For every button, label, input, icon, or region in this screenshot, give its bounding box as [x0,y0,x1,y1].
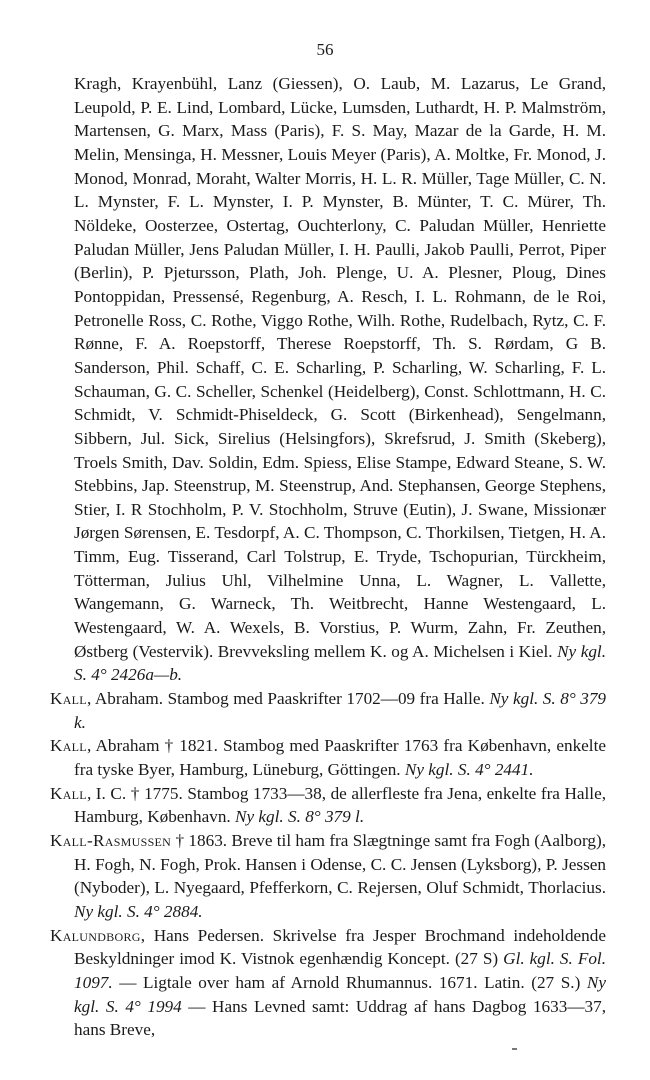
entry-text-continued-second: — Hans Levned samt: Uddrag af hans Dagbog 1633—37, hans Breve, [74,996,606,1040]
shelfmark-reference: Ny kgl. S. 4° 2441. [404,760,534,780]
entry-heading: Kalundborg [50,925,141,945]
shelfmark-reference: Gl. kgl. S. Fol. 1097. [74,949,606,992]
entry-heading: Kall [50,783,87,803]
catalog-entry-kall-rasmussen [50,829,606,924]
entry-text: , I. C. † 1775. Stambog 1733—38, de allerfleste fra Jena, enkelte fra Halle, Hamburg, København. [74,783,606,827]
entry-text: , Abraham † 1821. Stambog med Paaskrifter 1763 fra København, enkelte fra tyske Byer, Hamburg, Lüneburg, Göttingen. [74,736,606,780]
page-number: 56 [316,40,334,59]
entry-text-continued: — Ligtale over ham af Arnold Rhumannus. 1671. Latin. (27 S.) [112,972,581,992]
entry-text: , Hans Pedersen. Skrivelse fra Jesper Brochmand indeholdende Beskyldninger imod K. Vistnok egenhændig Koncept. (27 S) [74,925,606,969]
continuation-text: Kragh, Krayenbühl, Lanz (Giessen), O. Laub, M. Lazarus, Le Grand, Leupold, P. E. Lind, Lombard, Lücke, Lumsden, Luthardt, H. P. Malmström, Martensen, G. Marx, Mass (Paris), F. S. May, Mazar de la Garde, H. M. Melin, Mensinga, H. Messner, Louis Meyer (Paris), A. Moltke, Fr. Monod, J. Monod, Monrad, Moraht, Walter Morris, H. L. R. Müller, Tage Müller, C. N. L. Mynster, F. L. Mynster, I. P. Mynster, B. Münter, T. C. Mürer, Th. Nöldeke, Oosterzee, Ostertag, Ouchterlony, C. Paludan Müller, Henriette Paludan Müller, Jens Paludan Müller, I. H. Paulli, Jakob Paulli, Perrot, Piper (Berlin), P. Pjetursson, Plath, Joh. Plenge, U. A. Plesner, Ploug, Dines Pontoppidan, Pressensé, Regenburg, A. Resch, I. L. Rohmann, de le Roi, Petronelle Ross, C. Rothe, Viggo Rothe, Wilh. Rothe, Rudelbach, Rytz, C. F. Rønne, F. A. Roepstorff, Therese Roepstorff, Th. S. Rørdam, G B. Sanderson, Phil. Schaff, C. E. Scharling, P. Scharling, W. Scharling, F. L. Schauman, G. C. Scheller, Schenkel (Heidelberg), Const. Schlottmann, H. C. Schmidt, V. Schmidt-Phiseldeck, G. Scott (Birkenhead), Sengelmann, Sibbern, Jul. Sick, Sirelius (Helsingfors), Skrefsrud, J. Smith (Skeberg), Troels Smith, Dav. Soldin, Edm. Spiess, Elise Stampe, Edward Steane, S. W. Stebbins, Jap. Steenstrup, M. Steenstrup, And. Stephansen, George Stephens, Stier, I. R Stochholm, P. V. Stochholm, Struve (Eutin), J. Swane, Missionær Jørgen Sørensen, E. Tesdorpf, A. C. Thompson, C. Thorkilsen, Tietgen, H. A. Timm, Eug. Tisserand, Carl Tolstrup, E. Tryde, Tschopurian, Türckheim, Tötterman, Julius Uhl, Vilhelmine Unna, L. Wagner, L. Vallette, Wangemann, G. Warneck, Th. Weitbrecht, Hanne Westengaard, L. Westengaard, W. A. Wexels, B. Vorstius, P. Wurm, Zahn, Fr. Zeuthen, Østberg (Vestervik). Brevveksling mellem K. og A. Michelsen i Kiel. [74,74,606,661]
catalog-entry-kalundborg [50,924,606,1042]
entry-heading: Kall [50,689,87,709]
catalog-entry-kall-ic [50,782,606,829]
entry-text: † 1863. Breve til ham fra Slægtninge samt fra Fogh (Aalborg), H. Fogh, N. Fogh, Prok. Hansen i Odense, C. C. Jensen (Lyksborg), P. Jessen (Nyboder), L. Nyegaard, Pfefferkorn, C. Rejersen, Oluf Schmidt, Thorlacius. [74,831,606,898]
catalog-entry-kall-abraham-2 [50,734,606,781]
shelfmark-reference: Ny kgl. S. 4° 2884. [74,901,203,921]
shelfmark-reference-second: Ny kgl. S. 4° 1994 [74,972,606,1016]
shelfmark-reference: Ny kgl. S. 8° 379 k. [74,689,607,732]
print-mark [512,1048,517,1050]
entry-heading: Kall [50,736,87,756]
catalog-entry-kall-abraham-1 [50,687,606,734]
entry-heading: Kall-Rasmussen [50,831,172,850]
shelfmark-reference: Ny kgl. S. 8° 379 l. [235,807,365,827]
continuation-paragraph [50,72,606,687]
catalog-text [50,72,606,1042]
shelfmark-reference: Ny kgl. S. 4° 2426a—b. [74,641,607,685]
entry-text: , Abraham. Stambog med Paaskrifter 1702—09 fra Halle. [86,689,485,709]
